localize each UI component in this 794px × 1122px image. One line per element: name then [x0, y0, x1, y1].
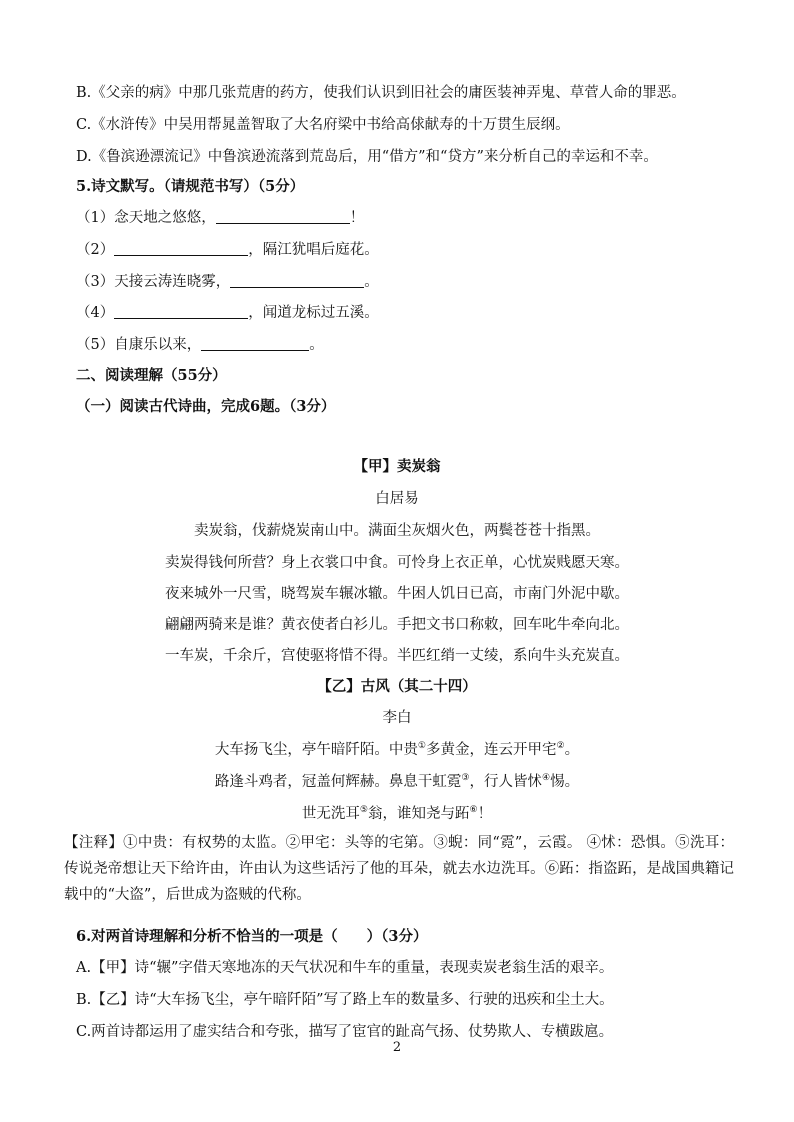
poem-a-line-5: 一车炭，千余斤，宫使驱将惜不得。半匹红绡一丈绫，系向牛头充炭直。: [165, 648, 629, 664]
poem-a-author: 白居易: [375, 491, 419, 507]
poem-b-line-3: [0, 804, 794, 824]
q6-option-a[interactable]: A.【甲】诗“辗”字借天寒地冻的天气状况和牛车的重量，表现卖炭老翁生活的艰辛。: [76, 960, 614, 976]
annotation-text: ①中贵：有权势的太监。②甲宅：头等的宅第。③蜺：同“霓”，云霞。 ④怵：恐惧。⑤洗耳：传说尧帝想让天下给许由，许由认为这些话污了他的耳朵，就去水边洗耳。⑥跖：指盗跖，是战国典籍记载中的“大盗”，后世成为盗贼的代称。: [64, 835, 734, 903]
q5-item-3-prefix: （3）天接云涛连晓雾，: [76, 274, 231, 290]
annotation-block: [64, 830, 734, 908]
poem-a-line-3: 夜来城外一尺雪，晓驾炭车辗冰辙。牛困人饥日已高，市南门外泥中歇。: [165, 586, 629, 602]
poem-b-line-1-a: 大车扬飞尘，亭午暗阡陌。中贵: [214, 742, 418, 758]
q5-item-2-suffix: ，隔江犹唱后庭花。: [248, 242, 379, 258]
q5-item-5-blank[interactable]: [201, 336, 309, 351]
poem-a-line-1: 卖炭翁，伐薪烧炭南山中。满面尘灰烟火色，两鬓苍苍十指黑。: [194, 523, 600, 539]
q6-title: 6.对两首诗理解和分析不恰当的一项是（ ）（3分）: [76, 928, 428, 945]
q4-option-d: D.《鲁滨逊漂流记》中鲁滨逊流落到荒岛后，用“借方”和“贷方”来分析自己的幸运和不幸。: [76, 149, 658, 165]
q4-option-c: C.《水浒传》中吴用帮晁盖智取了大名府梁中书给高俅献寿的十万贯生辰纲。: [76, 117, 570, 133]
q5-item-2: [76, 240, 734, 260]
note-ref-1: ①: [417, 741, 426, 751]
note-ref-2: ②: [556, 741, 565, 751]
q6-option-c[interactable]: C.两首诗都运用了虚实结合和夸张，描写了宦官的趾高气扬、仗势欺人、专横跋扈。: [76, 1024, 614, 1040]
q6-option-b[interactable]: B.【乙】诗“大车扬飞尘，亭午暗阡陌”写了路上车的数量多、行驶的迅疾和尘土大。: [76, 992, 614, 1008]
q5-item-1-suffix: ！: [349, 210, 365, 226]
q5-item-3-blank[interactable]: [230, 273, 364, 288]
note-ref-3: ③: [461, 773, 470, 783]
q5-title: 5.诗文默写。（请规范书写）（5分）: [76, 178, 305, 195]
note-ref-5: ⑤: [359, 805, 368, 815]
section2-title: 二、阅读理解（55分）: [76, 367, 227, 384]
q5-item-2-prefix: （2）: [76, 242, 115, 258]
q5-item-5: [76, 335, 734, 355]
q5-item-1-blank[interactable]: [216, 209, 350, 224]
q5-item-3-suffix: 。: [364, 274, 379, 290]
poem-b-author: 李白: [382, 710, 412, 726]
q5-item-1: [76, 208, 734, 228]
poem-b-line-1: [0, 740, 794, 760]
poem-a-line-4: 翩翩两骑来是谁？黄衣使者白衫儿。手把文书口称敕，回车叱牛牵向北。: [165, 617, 629, 633]
note-ref-4: ④: [542, 773, 551, 783]
poem-a-line-2: 卖炭得钱何所营？身上衣裳口中食。可怜身上衣正单，心忧炭贱愿天寒。: [165, 555, 629, 571]
poem-b-line-2-c: 惕。: [550, 774, 580, 790]
q5-item-5-prefix: （5）自康乐以来，: [76, 337, 202, 353]
poem-b-line-3-b: 翁，谁知尧与跖: [368, 806, 470, 822]
poem-b-title: 【乙】古风（其二十四）: [317, 678, 477, 695]
poem-b-line-1-c: 。: [564, 742, 580, 758]
q5-item-3: [76, 272, 734, 292]
annotation-label: 【注释】: [64, 835, 124, 851]
q5-item-1-prefix: （1）念天地之悠悠，: [76, 210, 216, 226]
poem-b-line-2-a: 路逢斗鸡者，冠盖何辉赫。鼻息干虹霓: [214, 774, 462, 790]
page-number: 2: [392, 1040, 402, 1055]
q5-item-4: [76, 303, 734, 323]
poem-b-line-3-a: 世无洗耳: [301, 806, 360, 822]
poem-b-line-3-c: ！: [477, 806, 493, 822]
q5-item-4-prefix: （4）: [76, 305, 115, 321]
note-ref-6: ⑥: [469, 805, 478, 815]
poem-a-title: 【甲】卖炭翁: [353, 458, 441, 475]
q5-item-5-suffix: 。: [309, 337, 324, 353]
poem-b-line-2-b: ，行人皆怵: [469, 774, 542, 790]
q5-item-4-blank[interactable]: [114, 304, 248, 319]
poem-b-line-1-b: 多黄金，连云开甲宅: [426, 742, 557, 758]
q5-item-4-suffix: ，闻道龙标过五溪。: [248, 305, 379, 321]
section2-sub1-title: （一）阅读古代诗曲，完成6题。（3分）: [76, 398, 336, 415]
q5-item-2-blank[interactable]: [114, 241, 248, 256]
q4-option-b: B.《父亲的病》中那几张荒唐的药方，使我们认识到旧社会的庸医装神弄鬼、草菅人命的罪恶。: [76, 85, 686, 101]
poem-b-line-2: [0, 772, 794, 792]
